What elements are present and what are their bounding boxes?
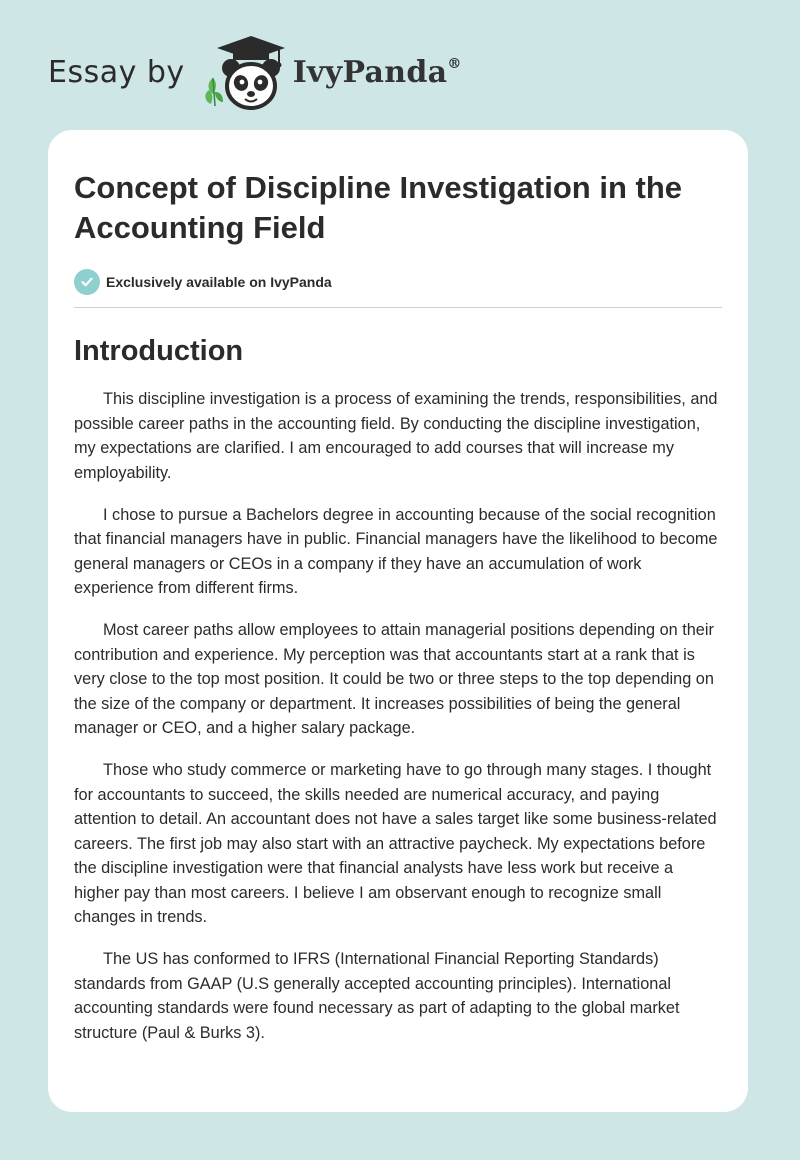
panda-graduate-icon[interactable] — [199, 32, 287, 112]
exclusive-label: Exclusively available on IvyPanda — [106, 274, 332, 290]
site-header — [48, 32, 548, 112]
essay-by-label: Essay by — [48, 54, 185, 90]
exclusive-badge — [74, 269, 722, 295]
article-body — [74, 387, 722, 1045]
brand-name[interactable] — [293, 55, 462, 90]
registered-mark: ® — [447, 55, 462, 72]
check-icon — [74, 269, 100, 295]
paragraph: Those who study commerce or marketing have to go through many stages. I thought for accountants to succeed, the skills needed are numerical accuracy, and paying attention to detail. An accountant does not have a sales target like some business-related careers. The first job may also start with an attractive paycheck. My expectations before the discipline investigation were that financial analysts have less work but receive a higher pay than most careers. I believe I am observant enough to recognize small changes in trends. — [74, 761, 717, 926]
brand-text: IvyPanda — [292, 54, 448, 90]
paragraph: Most career paths allow employees to attain managerial positions depending on their contribution and experience. My perception was that accountants start at a rank that is very close to the top most position. It could be two or three steps to the top depending on the size of the company or department. It increases possibilities of being the general manager or CEO, and a higher salary package. — [74, 621, 714, 737]
paragraph: This discipline investigation is a process of examining the trends, responsibilities, and possible career paths in the accounting field. By conducting the discipline investigation, my expectations are clarified. I am encouraged to add courses that will increase my employability. — [74, 390, 718, 482]
divider — [74, 307, 722, 308]
paragraph: I chose to pursue a Bachelors degree in accounting because of the social recognition that financial managers have in public. Financial managers have the likelihood to become general managers or CEOs in a company if they have an accumulation of work experience from different firms. — [74, 505, 718, 597]
article-title: Concept of Discipline Investigation in the Accounting Field — [74, 170, 682, 245]
article-card — [48, 130, 748, 1112]
section-heading: Introduction — [74, 335, 244, 367]
paragraph: The US has conformed to IFRS (International Financial Reporting Standards) standards from GAAP (U.S generally accepted accounting principles). International accounting standards were found necessary as part of adapting to the global market structure (Paul & Burks 3). — [74, 950, 680, 1042]
